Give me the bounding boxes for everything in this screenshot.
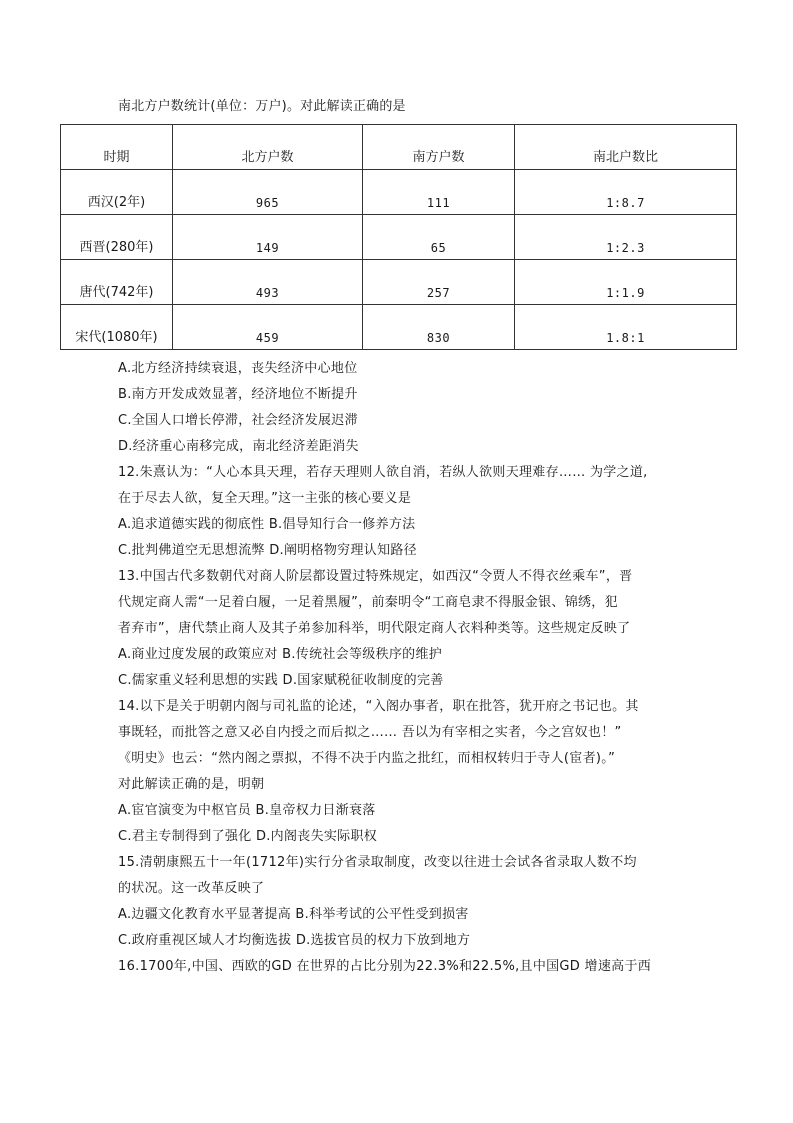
table-cell-ratio: 1:8.7 (515, 170, 737, 215)
table-cell-south: 65 (363, 215, 515, 260)
option-line: C.批判佛道空无思想流弊 D.阐明格物穷理认知路径 (118, 543, 417, 558)
table-row (61, 170, 737, 215)
question-stem-line: 14.以下是关于明朝内阁与司礼监的论述，“入阁办事者，职在批答，犹开府之书记也。其 (118, 699, 639, 714)
table-cell-ratio: 1:1.9 (515, 260, 737, 305)
table-header-cell: 南北户数比 (515, 125, 737, 170)
table-cell-north: 493 (173, 260, 363, 305)
question-text-block (118, 356, 678, 980)
option-line: A.宦官演变为中枢官员 B.皇帝权力日渐衰落 (118, 803, 376, 818)
question-stem-line: 者弃市”，唐代禁止商人及其子弟参加科举，明代限定商人衣料种类等。这些规定反映了 (118, 621, 631, 636)
question-stem-line: 12.朱熹认为：“人心本具天理，若存天理则人欲自消，若纵人欲则天理难存…… 为学之道, (118, 465, 648, 480)
table-row (61, 305, 737, 350)
option-line: C.全国人口增长停滞，社会经济发展迟滞 (118, 413, 358, 428)
question-stem-line: 代规定商人需“一足着白履，一足着黑履”，前秦明令“工商皂隶不得服金银、锦绣，犯 (118, 595, 618, 610)
question-stem-line: 的状况。这一改革反映了 (118, 881, 265, 896)
table-header-cell: 时期 (61, 125, 173, 170)
table-row (61, 215, 737, 260)
table-cell-south: 830 (363, 305, 515, 350)
option-line: A.北方经济持续衰退，丧失经济中心地位 (118, 361, 358, 376)
table-cell-ratio: 1.8:1 (515, 305, 737, 350)
option-line: C.儒家重义轻利思想的实践 D.国家赋税征收制度的完善 (118, 673, 444, 688)
question-stem-line: 13.中国古代多数朝代对商人阶层都设置过特殊规定，如西汉“令贾人不得衣丝乘车”，晋 (118, 569, 633, 584)
question-stem-line: 在于尽去人欲，复全天理。”这一主张的核心要义是 (118, 491, 412, 506)
table-header-cell: 北方户数 (173, 125, 363, 170)
table-header-cell: 南方户数 (363, 125, 515, 170)
table-intro-text: 南北方户数统计(单位：万户)。对此解读正确的是 (118, 99, 406, 114)
option-line: C.君主专制得到了强化 D.内阁丧失实际职权 (118, 829, 378, 844)
table-cell-north: 965 (173, 170, 363, 215)
table-cell-period: 西汉(2年) (61, 170, 173, 215)
table-cell-period: 西晋(280年) (61, 215, 173, 260)
option-line: D.经济重心南移完成，南北经济差距消失 (118, 439, 359, 454)
question-stem-line: 15.清朝康熙五十一年(1712年)实行分省录取制度，改变以往进士会试各省录取人数不均 (118, 855, 637, 870)
table-cell-period: 宋代(1080年) (61, 305, 173, 350)
option-line: A.边疆文化教育水平显著提高 B.科举考试的公平性受到损害 (118, 907, 469, 922)
table-row (61, 260, 737, 305)
question-stem-line: 事既轻，而批答之意又必自内授之而后拟之…… 吾以为有宰相之实者，今之宫奴也！” (118, 725, 622, 740)
household-statistics-table (60, 124, 737, 350)
table-cell-south: 111 (363, 170, 515, 215)
option-line: A.追求道德实践的彻底性 B.倡导知行合一修养方法 (118, 517, 416, 532)
option-line: A.商业过度发展的政策应对 B.传统社会等级秩序的维护 (118, 647, 443, 662)
table-cell-ratio: 1:2.3 (515, 215, 737, 260)
option-line: C.政府重视区域人才均衡选拔 D.选拔官员的权力下放到地方 (118, 933, 471, 948)
table-cell-period: 唐代(742年) (61, 260, 173, 305)
option-line: B.南方开发成效显著，经济地位不断提升 (118, 387, 358, 402)
table-cell-north: 149 (173, 215, 363, 260)
table-cell-south: 257 (363, 260, 515, 305)
table-cell-north: 459 (173, 305, 363, 350)
question-stem-line: 《明史》也云：“然内阁之票拟，不得不决于内监之批红，而相权转归于寺人(宦者)。” (118, 751, 616, 766)
table-header-row (61, 125, 737, 170)
question-stem-line: 对此解读正确的是，明朝 (118, 777, 265, 792)
question-stem-line: 16.1700年,中国、西欧的GD 在世界的占比分别为22.3%和22.5%,且中国GD 增速高于西 (118, 959, 652, 974)
